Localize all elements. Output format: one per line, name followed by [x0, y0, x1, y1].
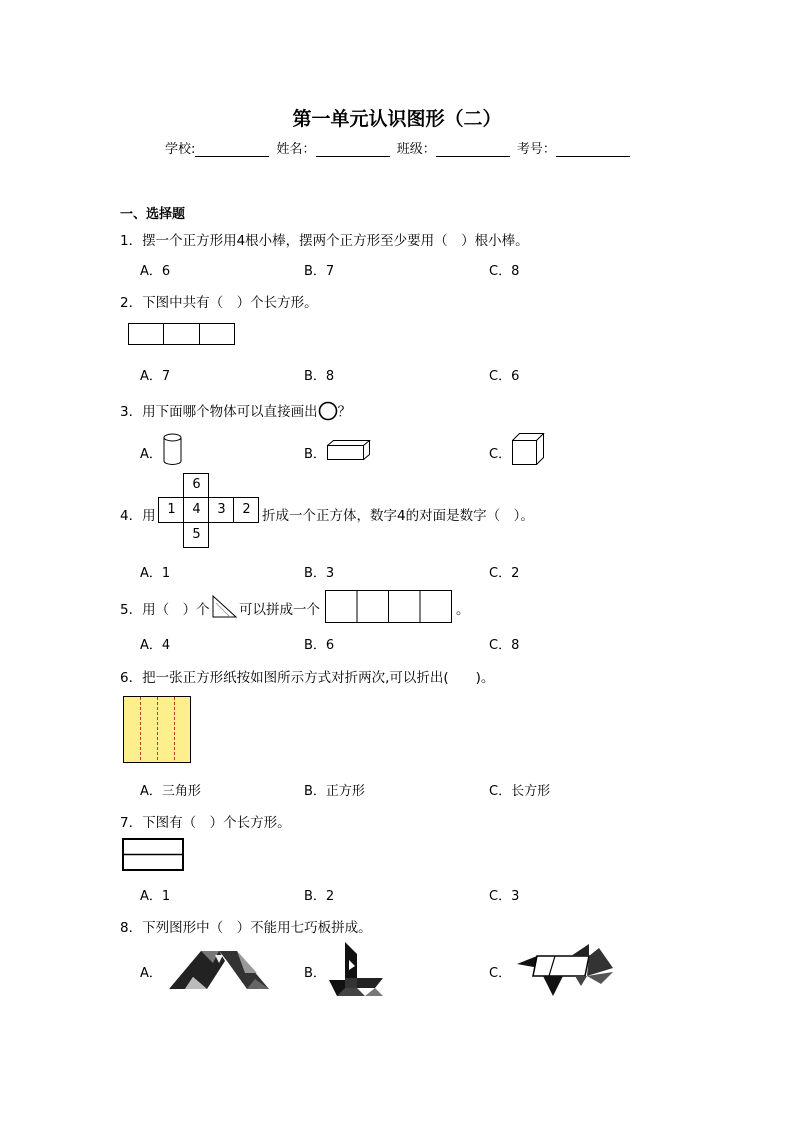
q5-text-mid: 可以拼成一个	[239, 602, 320, 618]
circle-icon	[318, 402, 338, 420]
q5-option-b[interactable]: B．6	[304, 638, 335, 653]
q1-option-b[interactable]: B．7	[304, 264, 335, 279]
q4-option-a[interactable]: A．1	[140, 566, 171, 581]
q1-option-c[interactable]: C．8	[489, 264, 520, 279]
student-info-line	[165, 138, 633, 157]
q5-text-before: 5．用（ ）个	[120, 602, 210, 618]
question-2: 2．下图中共有（ ）个长方形。	[120, 295, 318, 311]
q2-option-a[interactable]: A．7	[140, 369, 171, 384]
school-label: 学校:	[165, 142, 196, 157]
q4-option-b[interactable]: B．3	[304, 566, 335, 581]
exam-no-blank[interactable]	[556, 143, 630, 157]
page-title: 第一单元认识图形（二）	[292, 108, 502, 130]
question-1: 1．摆一个正方形用4根小棒，摆两个正方形至少要用（ ）根小棒。	[120, 233, 529, 249]
tangram-shape-c	[515, 942, 615, 998]
folded-paper-figure	[123, 696, 193, 764]
cylinder-icon	[163, 433, 183, 467]
class-blank[interactable]	[436, 143, 510, 157]
q7-option-c[interactable]: C．3	[489, 889, 520, 904]
right-triangle-icon	[212, 595, 238, 619]
class-label: 班级：	[396, 142, 436, 157]
q4-option-c[interactable]: C．2	[489, 566, 520, 581]
q5-text-after: 。	[456, 602, 470, 618]
q1-option-a[interactable]: A．6	[140, 264, 171, 279]
q7-option-b[interactable]: B．2	[304, 889, 335, 904]
section-heading: 一、选择题	[120, 207, 186, 222]
q2-rectangle-strip-figure	[128, 323, 236, 347]
q8-option-c[interactable]: C．	[489, 966, 512, 981]
school-blank[interactable]	[195, 143, 269, 157]
exam-no-label: 考号：	[516, 142, 556, 157]
tangram-shape-a	[167, 943, 271, 991]
q3-option-b[interactable]: B．	[304, 447, 326, 462]
net-face-bottom: 5	[192, 527, 201, 542]
q6-option-c[interactable]: C．长方形	[489, 784, 551, 799]
q6-option-a[interactable]: A．三角形	[140, 784, 201, 799]
q3-text-after: ？	[337, 404, 352, 420]
name-label: 姓名：	[276, 142, 316, 157]
q8-option-a[interactable]: A．	[140, 966, 162, 981]
net-face-top: 6	[192, 477, 201, 492]
net-face-1: 1	[167, 502, 176, 517]
q3-option-c[interactable]: C．	[489, 447, 512, 462]
q2-option-b[interactable]: B．8	[304, 369, 335, 384]
q7-rectangle-figure	[122, 838, 185, 872]
name-blank[interactable]	[316, 143, 390, 157]
q3-option-a[interactable]: A．	[140, 447, 162, 462]
net-face-3: 3	[217, 502, 226, 517]
q8-option-b[interactable]: B．	[304, 966, 326, 981]
cuboid-icon	[327, 440, 373, 462]
q4-text-before: 4．用	[120, 508, 156, 524]
question-3	[120, 400, 351, 420]
net-face-2: 4	[192, 502, 201, 517]
q5-target-rectangle-figure	[325, 590, 453, 625]
q4-text-after: 折成一个正方体，数字4的对面是数字（ ）。	[262, 508, 534, 524]
net-face-4: 2	[242, 502, 251, 517]
q5-option-c[interactable]: C．8	[489, 638, 520, 653]
tangram-shape-b	[327, 940, 385, 998]
q3-text-before: 3．用下面哪个物体可以直接画出	[120, 404, 318, 420]
cube-icon	[512, 433, 546, 467]
cube-net-figure	[158, 473, 260, 548]
q6-option-b[interactable]: B．正方形	[304, 784, 365, 799]
question-8: 8．下列图形中（ ）不能用七巧板拼成。	[120, 920, 372, 936]
q2-option-c[interactable]: C．6	[489, 369, 520, 384]
question-6: 6．把一张正方形纸按如图所示方式对折两次,可以折出( )。	[120, 670, 495, 686]
q7-option-a[interactable]: A．1	[140, 889, 171, 904]
q5-option-a[interactable]: A．4	[140, 638, 171, 653]
question-7: 7．下图有（ ）个长方形。	[120, 815, 291, 831]
